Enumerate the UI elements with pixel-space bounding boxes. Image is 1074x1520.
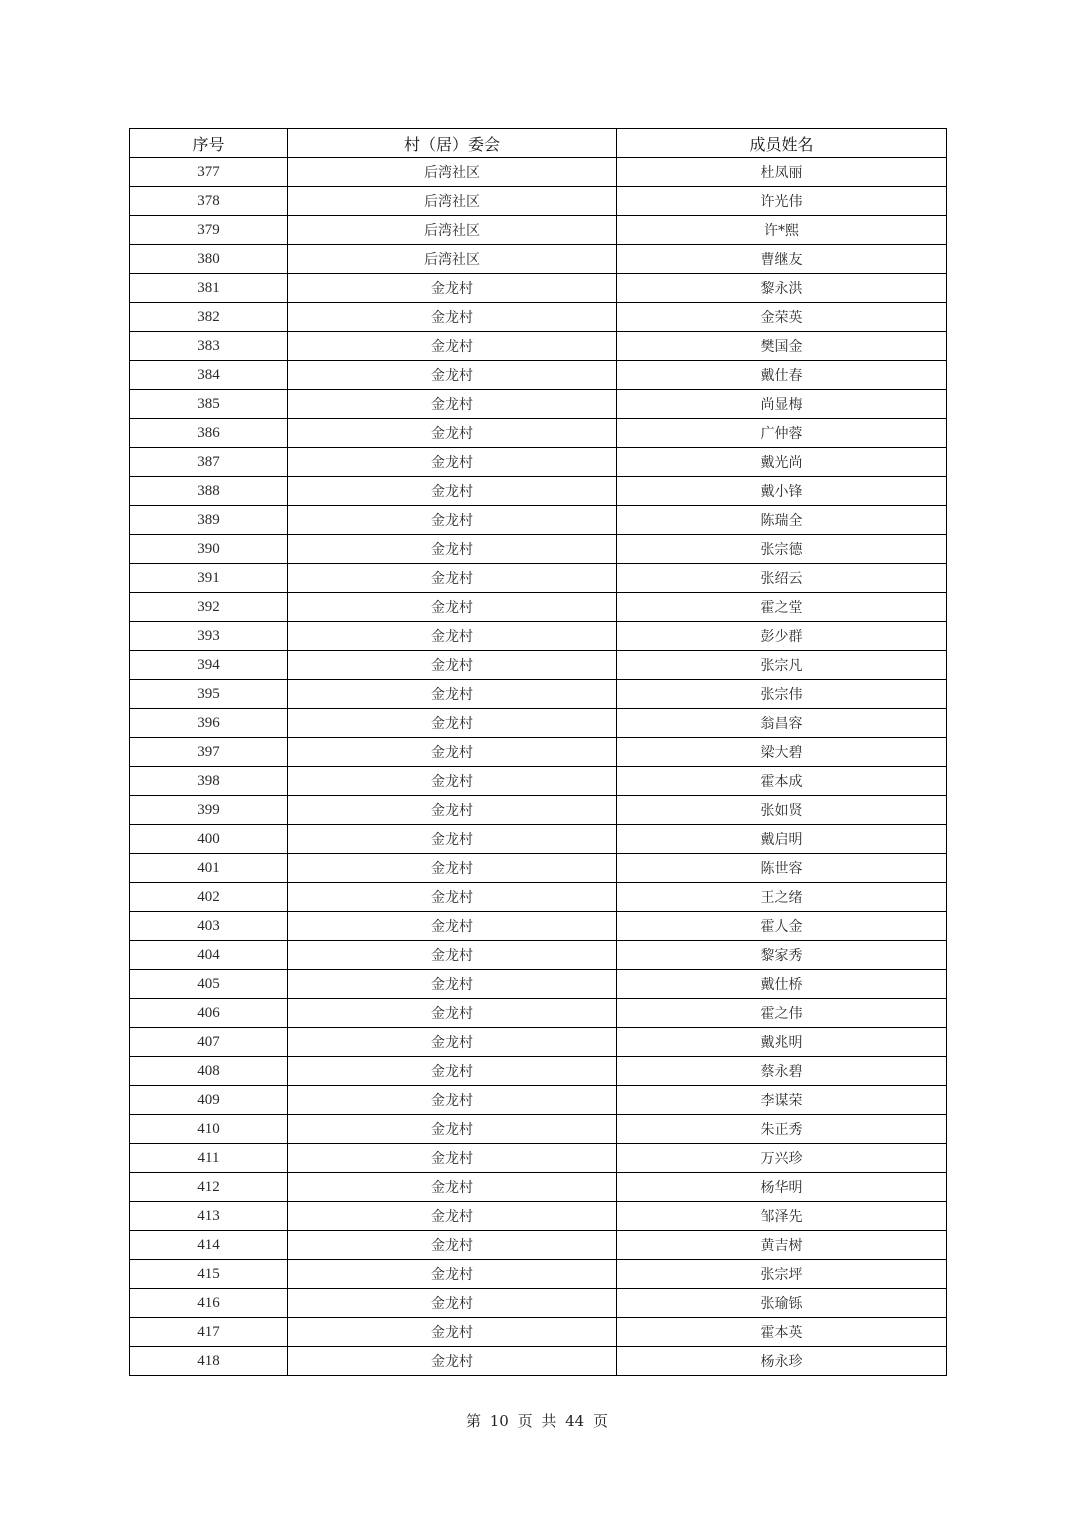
table-row: [130, 941, 947, 970]
table-row: [130, 1173, 947, 1202]
cell-serial-number: 381: [130, 274, 288, 303]
cell-serial-number: 406: [130, 999, 288, 1028]
table-row: [130, 535, 947, 564]
cell-serial-number: 412: [130, 1173, 288, 1202]
table-body: [130, 158, 947, 1376]
cell-village-committee: 金龙村: [288, 796, 617, 825]
table-row: [130, 390, 947, 419]
cell-serial-number: 393: [130, 622, 288, 651]
table-row: [130, 854, 947, 883]
cell-member-name: 戴兆明: [617, 1028, 947, 1057]
cell-member-name: 杨华明: [617, 1173, 947, 1202]
table-row: [130, 1028, 947, 1057]
table-row: [130, 216, 947, 245]
table-row: [130, 245, 947, 274]
table-row: [130, 419, 947, 448]
table-row: [130, 158, 947, 187]
cell-village-committee: 金龙村: [288, 1289, 617, 1318]
cell-serial-number: 380: [130, 245, 288, 274]
cell-village-committee: 金龙村: [288, 854, 617, 883]
cell-member-name: 李谋荣: [617, 1086, 947, 1115]
table-row: [130, 709, 947, 738]
table-row: [130, 187, 947, 216]
cell-village-committee: 金龙村: [288, 477, 617, 506]
cell-village-committee: 金龙村: [288, 1202, 617, 1231]
cell-serial-number: 417: [130, 1318, 288, 1347]
cell-village-committee: 金龙村: [288, 1347, 617, 1376]
cell-member-name: 黄吉树: [617, 1231, 947, 1260]
cell-serial-number: 399: [130, 796, 288, 825]
cell-member-name: 陈瑞全: [617, 506, 947, 535]
cell-village-committee: 金龙村: [288, 1057, 617, 1086]
table-row: [130, 274, 947, 303]
cell-serial-number: 414: [130, 1231, 288, 1260]
cell-village-committee: 金龙村: [288, 709, 617, 738]
cell-member-name: 广仲蓉: [617, 419, 947, 448]
cell-serial-number: 418: [130, 1347, 288, 1376]
cell-serial-number: 394: [130, 651, 288, 680]
cell-village-committee: 金龙村: [288, 448, 617, 477]
cell-serial-number: 401: [130, 854, 288, 883]
header-member-name: 成员姓名: [617, 129, 947, 158]
cell-serial-number: 387: [130, 448, 288, 477]
table-row: [130, 361, 947, 390]
cell-serial-number: 408: [130, 1057, 288, 1086]
cell-serial-number: 379: [130, 216, 288, 245]
cell-village-committee: 金龙村: [288, 825, 617, 854]
cell-village-committee: 金龙村: [288, 419, 617, 448]
cell-village-committee: 金龙村: [288, 361, 617, 390]
cell-member-name: 万兴珍: [617, 1144, 947, 1173]
cell-village-committee: 金龙村: [288, 999, 617, 1028]
cell-member-name: 蔡永碧: [617, 1057, 947, 1086]
cell-village-committee: 金龙村: [288, 332, 617, 361]
cell-village-committee: 金龙村: [288, 1086, 617, 1115]
table-row: [130, 1115, 947, 1144]
cell-member-name: 陈世容: [617, 854, 947, 883]
cell-serial-number: 389: [130, 506, 288, 535]
cell-village-committee: 金龙村: [288, 1144, 617, 1173]
table-row: [130, 448, 947, 477]
cell-serial-number: 384: [130, 361, 288, 390]
cell-serial-number: 390: [130, 535, 288, 564]
cell-serial-number: 415: [130, 1260, 288, 1289]
cell-serial-number: 377: [130, 158, 288, 187]
cell-serial-number: 395: [130, 680, 288, 709]
cell-serial-number: 396: [130, 709, 288, 738]
cell-village-committee: 金龙村: [288, 564, 617, 593]
table-row: [130, 738, 947, 767]
table-row: [130, 1086, 947, 1115]
cell-serial-number: 383: [130, 332, 288, 361]
table-row: [130, 1057, 947, 1086]
cell-village-committee: 金龙村: [288, 593, 617, 622]
cell-member-name: 霍本英: [617, 1318, 947, 1347]
cell-serial-number: 407: [130, 1028, 288, 1057]
table-row: [130, 622, 947, 651]
cell-member-name: 张宗伟: [617, 680, 947, 709]
cell-serial-number: 411: [130, 1144, 288, 1173]
cell-serial-number: 388: [130, 477, 288, 506]
cell-member-name: 张瑜铄: [617, 1289, 947, 1318]
table-row: [130, 506, 947, 535]
cell-village-committee: 金龙村: [288, 622, 617, 651]
table-header: [130, 129, 947, 158]
table-row: [130, 970, 947, 999]
cell-member-name: 杨永珍: [617, 1347, 947, 1376]
cell-member-name: 张宗凡: [617, 651, 947, 680]
table-row: [130, 680, 947, 709]
cell-serial-number: 397: [130, 738, 288, 767]
table-row: [130, 1144, 947, 1173]
cell-member-name: 张绍云: [617, 564, 947, 593]
cell-member-name: 曹继友: [617, 245, 947, 274]
cell-serial-number: 378: [130, 187, 288, 216]
table-row: [130, 332, 947, 361]
cell-member-name: 翁昌容: [617, 709, 947, 738]
cell-village-committee: 金龙村: [288, 912, 617, 941]
cell-village-committee: 金龙村: [288, 506, 617, 535]
member-table: [129, 128, 947, 1376]
cell-member-name: 许光伟: [617, 187, 947, 216]
cell-member-name: 霍人金: [617, 912, 947, 941]
cell-village-committee: 金龙村: [288, 1231, 617, 1260]
cell-serial-number: 416: [130, 1289, 288, 1318]
table-row: [130, 651, 947, 680]
cell-village-committee: 金龙村: [288, 1318, 617, 1347]
cell-member-name: 霍之伟: [617, 999, 947, 1028]
page-footer: 第 10 页 共 44 页: [465, 1412, 608, 1430]
table-row: [130, 1231, 947, 1260]
cell-member-name: 朱正秀: [617, 1115, 947, 1144]
cell-member-name: 霍之堂: [617, 593, 947, 622]
cell-serial-number: 391: [130, 564, 288, 593]
cell-member-name: 杜凤丽: [617, 158, 947, 187]
cell-village-committee: 后湾社区: [288, 158, 617, 187]
cell-serial-number: 400: [130, 825, 288, 854]
cell-member-name: 尚显梅: [617, 390, 947, 419]
table-row: [130, 796, 947, 825]
cell-serial-number: 413: [130, 1202, 288, 1231]
cell-member-name: 戴启明: [617, 825, 947, 854]
cell-village-committee: 金龙村: [288, 1115, 617, 1144]
cell-member-name: 黎永洪: [617, 274, 947, 303]
cell-village-committee: 金龙村: [288, 738, 617, 767]
cell-member-name: 霍本成: [617, 767, 947, 796]
cell-village-committee: 金龙村: [288, 680, 617, 709]
cell-member-name: 樊国金: [617, 332, 947, 361]
cell-serial-number: 382: [130, 303, 288, 332]
cell-serial-number: 402: [130, 883, 288, 912]
cell-member-name: 梁大碧: [617, 738, 947, 767]
header-serial-number: 序号: [130, 129, 288, 158]
table-row: [130, 564, 947, 593]
cell-serial-number: 398: [130, 767, 288, 796]
table-row: [130, 1289, 947, 1318]
cell-member-name: 彭少群: [617, 622, 947, 651]
cell-village-committee: 金龙村: [288, 303, 617, 332]
table-row: [130, 303, 947, 332]
cell-village-committee: 金龙村: [288, 970, 617, 999]
table-row: [130, 999, 947, 1028]
cell-village-committee: 后湾社区: [288, 216, 617, 245]
cell-serial-number: 385: [130, 390, 288, 419]
table-row: [130, 767, 947, 796]
cell-member-name: 张宗坪: [617, 1260, 947, 1289]
cell-serial-number: 392: [130, 593, 288, 622]
cell-village-committee: 金龙村: [288, 941, 617, 970]
cell-village-committee: 金龙村: [288, 1173, 617, 1202]
cell-member-name: 邹泽先: [617, 1202, 947, 1231]
cell-serial-number: 403: [130, 912, 288, 941]
cell-member-name: 黎家秀: [617, 941, 947, 970]
cell-serial-number: 409: [130, 1086, 288, 1115]
cell-member-name: 张如贤: [617, 796, 947, 825]
cell-member-name: 许*熙: [617, 216, 947, 245]
table-row: [130, 593, 947, 622]
cell-member-name: 戴仕桥: [617, 970, 947, 999]
cell-village-committee: 金龙村: [288, 767, 617, 796]
table-row: [130, 1318, 947, 1347]
header-village-committee: 村（居）委会: [288, 129, 617, 158]
cell-member-name: 戴仕春: [617, 361, 947, 390]
cell-member-name: 王之绪: [617, 883, 947, 912]
cell-member-name: 金荣英: [617, 303, 947, 332]
cell-serial-number: 410: [130, 1115, 288, 1144]
cell-village-committee: 后湾社区: [288, 245, 617, 274]
header-row: [130, 129, 947, 158]
cell-village-committee: 金龙村: [288, 535, 617, 564]
cell-serial-number: 405: [130, 970, 288, 999]
table-row: [130, 883, 947, 912]
cell-village-committee: 金龙村: [288, 651, 617, 680]
table-row: [130, 825, 947, 854]
cell-member-name: 戴光尚: [617, 448, 947, 477]
table-row: [130, 1202, 947, 1231]
cell-village-committee: 金龙村: [288, 883, 617, 912]
table-row: [130, 477, 947, 506]
cell-serial-number: 386: [130, 419, 288, 448]
cell-member-name: 张宗德: [617, 535, 947, 564]
cell-village-committee: 金龙村: [288, 274, 617, 303]
cell-serial-number: 404: [130, 941, 288, 970]
table-row: [130, 1260, 947, 1289]
table-row: [130, 912, 947, 941]
cell-village-committee: 后湾社区: [288, 187, 617, 216]
cell-village-committee: 金龙村: [288, 1260, 617, 1289]
table-row: [130, 1347, 947, 1376]
cell-member-name: 戴小锋: [617, 477, 947, 506]
cell-village-committee: 金龙村: [288, 1028, 617, 1057]
cell-village-committee: 金龙村: [288, 390, 617, 419]
